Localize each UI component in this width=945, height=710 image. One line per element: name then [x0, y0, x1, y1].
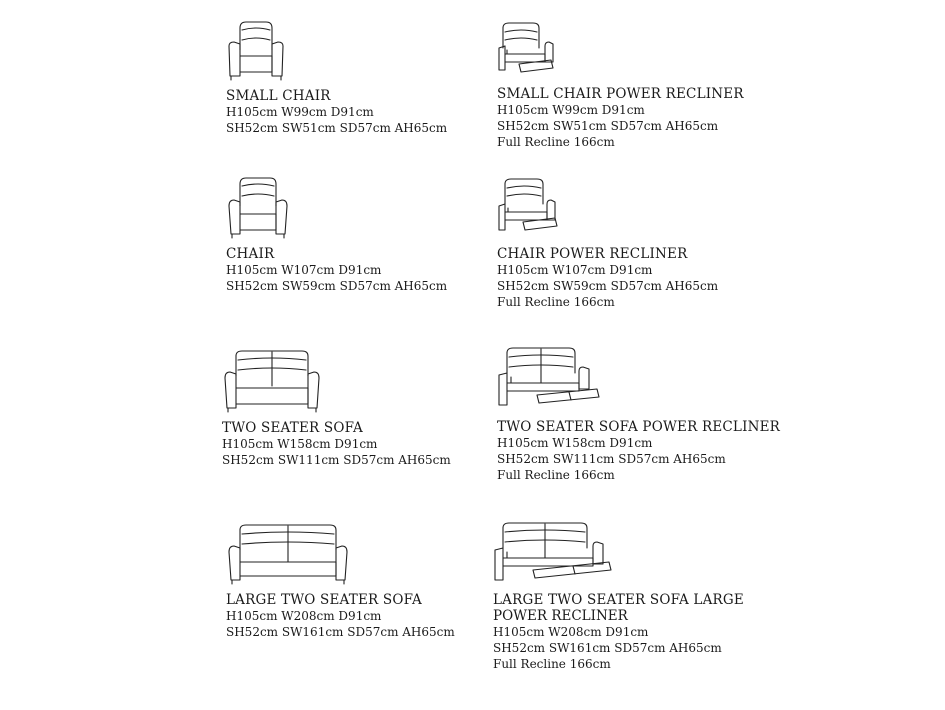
- product-title: TWO SEATER SOFA: [222, 420, 363, 436]
- product-large-two-seater-sofa-power-recliner: [493, 520, 744, 672]
- recline-line: Full Recline 166cm: [497, 295, 615, 309]
- dimensions-line: SH52cm SW59cm SD57cm AH65cm: [497, 279, 719, 293]
- product-chair-power-recliner: [497, 176, 718, 310]
- large-two-seater-recliner-icon: [493, 520, 617, 586]
- dimensions-line: SH52cm SW111cm SD57cm AH65cm: [222, 453, 451, 467]
- dimensions-line: H105cm W158cm D91cm: [497, 436, 653, 450]
- chair-recliner-icon: [497, 176, 561, 240]
- product-two-seater-sofa-power-recliner: [497, 345, 780, 483]
- product-title: SMALL CHAIR POWER RECLINER: [497, 86, 744, 102]
- small-chair-icon: [226, 20, 286, 82]
- product-small-chair-power-recliner: [497, 20, 744, 150]
- dimensions-line: H105cm W208cm D91cm: [493, 625, 649, 639]
- product-title-continued: POWER RECLINER: [493, 608, 628, 624]
- product-large-two-seater-sofa: [226, 522, 455, 640]
- small-chair-recliner-icon: [497, 20, 557, 80]
- dimensions-line: SH52cm SW111cm SD57cm AH65cm: [497, 452, 726, 466]
- dimensions-line: SH52cm SW161cm SD57cm AH65cm: [226, 625, 455, 639]
- chair-icon: [226, 176, 290, 240]
- recline-line: Full Recline 166cm: [497, 135, 615, 149]
- dimensions-line: SH52cm SW59cm SD57cm AH65cm: [226, 279, 448, 293]
- dimensions-line: H105cm W107cm D91cm: [497, 263, 653, 277]
- two-seater-recliner-icon: [497, 345, 603, 413]
- dimensions-line: H105cm W107cm D91cm: [226, 263, 382, 277]
- dimensions-line: SH52cm SW51cm SD57cm AH65cm: [497, 119, 719, 133]
- product-title: TWO SEATER SOFA POWER RECLINER: [497, 419, 781, 435]
- product-title: LARGE TWO SEATER SOFA: [226, 592, 422, 608]
- product-chair: [226, 176, 447, 294]
- two-seater-sofa-icon: [222, 348, 322, 414]
- dimensions-line: H105cm W99cm D91cm: [497, 103, 645, 117]
- recline-line: Full Recline 166cm: [497, 468, 615, 482]
- dimensions-line: SH52cm SW51cm SD57cm AH65cm: [226, 121, 448, 135]
- recline-line: Full Recline 166cm: [493, 657, 611, 671]
- dimensions-line: SH52cm SW161cm SD57cm AH65cm: [493, 641, 722, 655]
- product-title: SMALL CHAIR: [226, 88, 331, 104]
- product-small-chair: [226, 20, 447, 136]
- large-two-seater-sofa-icon: [226, 522, 350, 586]
- product-two-seater-sofa: [222, 348, 451, 468]
- product-title: CHAIR: [226, 246, 275, 262]
- product-title: LARGE TWO SEATER SOFA LARGE: [493, 592, 744, 608]
- dimensions-line: H105cm W208cm D91cm: [226, 609, 382, 623]
- dimensions-line: H105cm W99cm D91cm: [226, 105, 374, 119]
- product-title: CHAIR POWER RECLINER: [497, 246, 688, 262]
- dimensions-line: H105cm W158cm D91cm: [222, 437, 378, 451]
